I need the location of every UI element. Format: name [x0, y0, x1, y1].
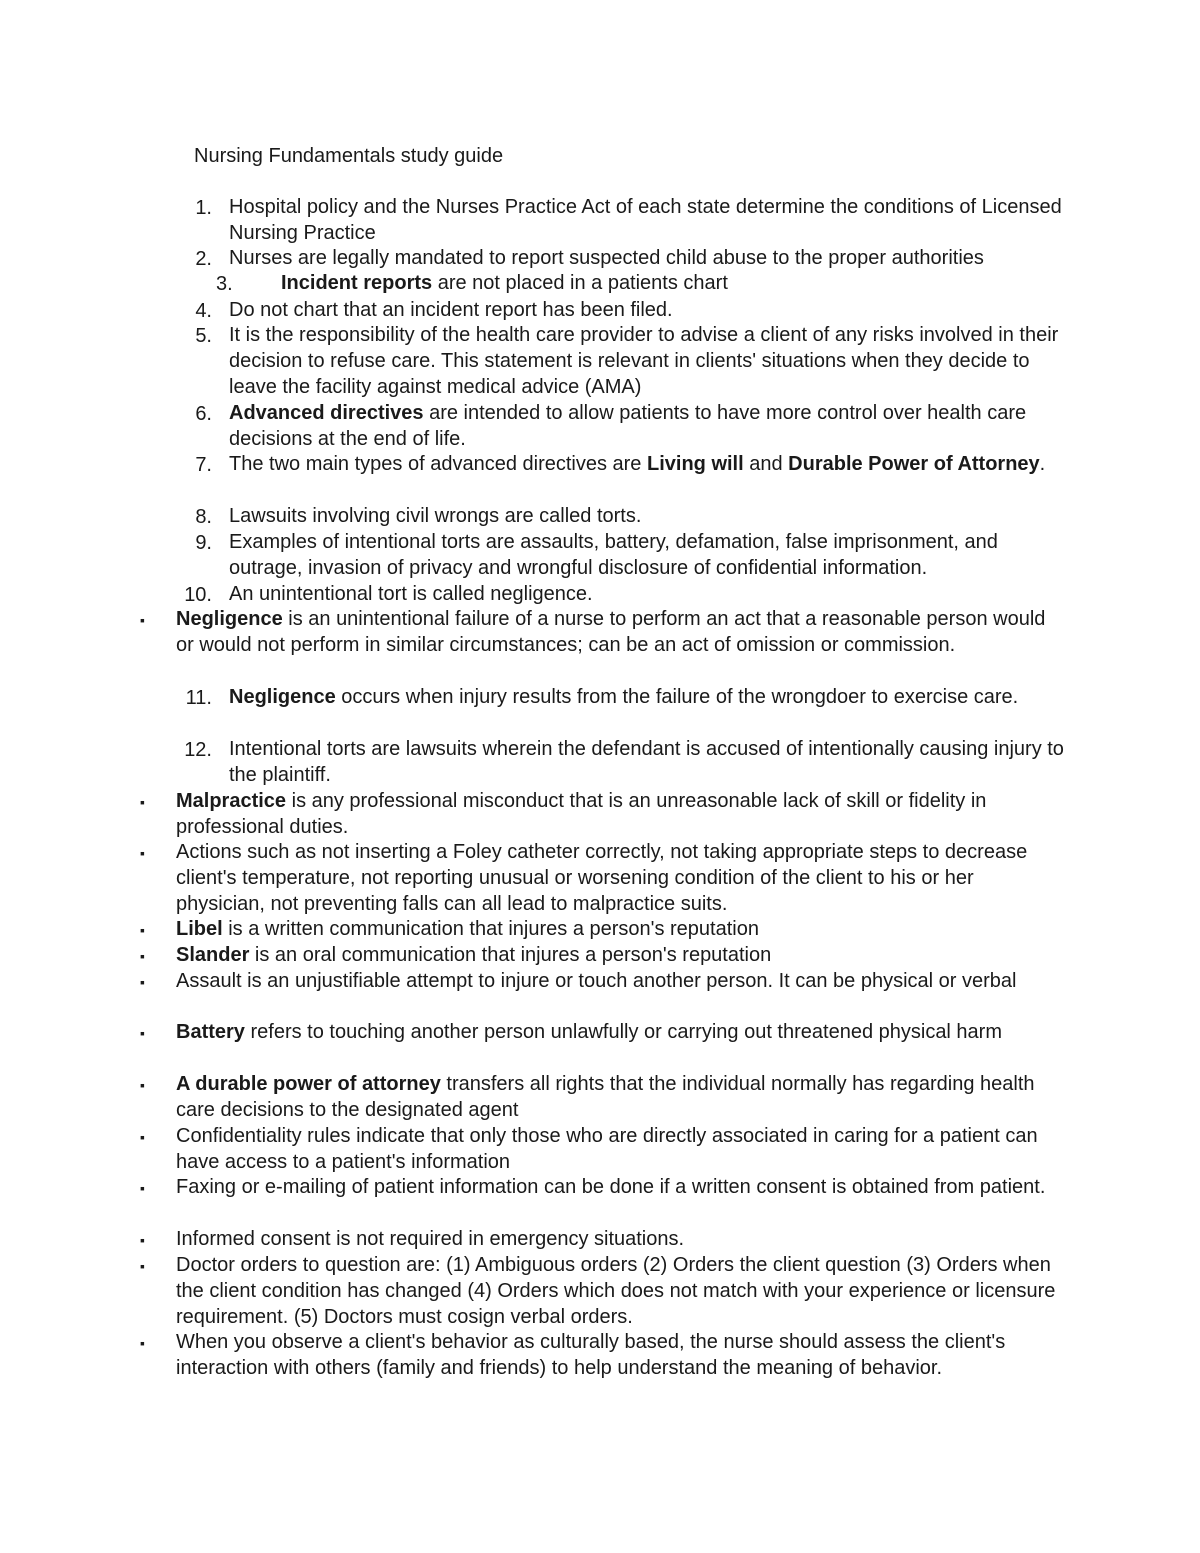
bold-term: Durable Power of Attorney — [788, 453, 1040, 475]
item-number: 2. — [195, 248, 212, 270]
text-run: are intended to allow patients to have more control over health care decisions at the end of life. — [229, 402, 1027, 450]
bold-term: Living will — [647, 453, 744, 475]
bullet-marker: ▪ — [140, 845, 145, 861]
item-text — [176, 1253, 1066, 1330]
text-run: Nurses are legally mandated to report suspected child abuse to the proper authorities — [229, 247, 984, 269]
item-text — [229, 323, 1065, 400]
text-run: refers to touching another person unlawfully or carrying out threatened physical harm — [244, 1021, 1003, 1043]
text-run: The two main types of advanced directives are — [229, 453, 647, 475]
text-run: Confidentiality rules indicate that only those who are directly associated in caring for a patient can have access to a patient's information — [176, 1125, 1038, 1173]
item-text — [229, 195, 1065, 247]
text-run: Assault is an unjustifiable attempt to injure or touch another person. It can be physical or verbal — [176, 970, 1017, 992]
item-number: 3. — [216, 273, 233, 295]
text-run: Examples of intentional torts are assaults, battery, defamation, false imprisonment, and outrage, invasion of privacy and wrongful disclosure of confidential information. — [229, 531, 998, 579]
bold-term: Advanced directives — [229, 402, 424, 424]
item-text — [176, 1020, 1066, 1046]
item-text — [281, 271, 1081, 297]
text-run: is an unintentional failure of a nurse to perform an act that a reasonable person would or would not perform in similar circumstances; can be an act of omission or commission. — [176, 608, 1046, 656]
item-text — [229, 530, 1065, 582]
bullet-marker: ▪ — [140, 1232, 145, 1248]
item-number: 10. — [184, 584, 212, 606]
item-number: 6. — [195, 403, 212, 425]
item-text — [176, 1124, 1066, 1176]
text-run: Faxing or e-mailing of patient information can be done if a written consent is obtained from patient. — [176, 1176, 1046, 1198]
item-number: 8. — [195, 506, 212, 528]
document-title: Nursing Fundamentals study guide — [194, 145, 504, 167]
text-run: are not placed in a patients chart — [432, 272, 728, 294]
item-number: 12. — [184, 739, 212, 761]
bold-term: Libel — [176, 918, 223, 940]
item-text — [176, 607, 1066, 659]
text-run: When you observe a client's behavior as culturally based, the nurse should assess the client's interaction with others (family and friends) to help understand the meaning of behavior. — [176, 1331, 1006, 1379]
item-text — [176, 917, 1066, 943]
bold-term: Negligence — [229, 686, 336, 708]
text-run: Informed consent is not required in emergency situations. — [176, 1228, 685, 1250]
bullet-marker: ▪ — [140, 612, 145, 628]
item-number: 9. — [195, 532, 212, 554]
text-run: Doctor orders to question are: (1) Ambiguous orders (2) Orders the client question (3) Orders when the client condition has changed (4) Orders which does not match with your experience or licensure requirement. (5) Doctors must cosign verbal orders. — [176, 1254, 1056, 1328]
item-number: 1. — [195, 197, 212, 219]
text-run: is any professional misconduct that is an unreasonable lack of skill or fidelity in professional duties. — [176, 790, 987, 838]
item-number: 7. — [195, 454, 212, 476]
bullet-marker: ▪ — [140, 1025, 145, 1041]
item-text — [176, 1175, 1066, 1201]
item-text — [176, 789, 1066, 841]
bullet-marker: ▪ — [140, 1077, 145, 1093]
text-run: is a written communication that injures a person's reputation — [222, 918, 759, 940]
bold-term: Slander — [176, 944, 250, 966]
bullet-marker: ▪ — [140, 922, 145, 938]
item-text — [176, 1072, 1066, 1124]
bold-term: Malpractice — [176, 790, 287, 812]
item-text — [176, 840, 1066, 917]
item-number: 5. — [195, 325, 212, 347]
bold-term: Incident reports — [281, 272, 433, 294]
item-text — [229, 401, 1065, 453]
text-run: Lawsuits involving civil wrongs are called torts. — [229, 505, 642, 527]
item-text — [176, 1330, 1066, 1382]
item-number: 4. — [195, 300, 212, 322]
text-run: Hospital policy and the Nurses Practice Act of each state determine the conditions of Licensed Nursing Practice — [229, 196, 1062, 244]
bold-term: Battery — [176, 1021, 245, 1043]
item-text — [176, 1227, 1066, 1253]
bullet-marker: ▪ — [140, 794, 145, 810]
text-run: It is the responsibility of the health care provider to advise a client of any risks involved in their decision to refuse care. This statement is relevant in clients' situations when they decide to leave the facility against medical advice (AMA) — [229, 324, 1059, 398]
item-text — [229, 452, 1065, 478]
text-run: . — [1039, 453, 1046, 475]
text-run: occurs when injury results from the failure of the wrongdoer to exercise care. — [335, 686, 1019, 708]
bullet-marker: ▪ — [140, 948, 145, 964]
text-run: Do not chart that an incident report has been filed. — [229, 299, 673, 321]
bullet-marker: ▪ — [140, 1335, 145, 1351]
item-text — [229, 685, 1065, 711]
item-text — [176, 943, 1066, 969]
item-text — [229, 298, 1065, 324]
item-text — [229, 737, 1065, 789]
text-run: and — [743, 453, 789, 475]
bold-term: A durable power of attorney — [176, 1073, 441, 1095]
bullet-marker: ▪ — [140, 1180, 145, 1196]
item-text — [176, 969, 1066, 995]
item-text — [229, 504, 1065, 530]
text-run: transfers all rights that the individual normally has regarding health care decisions to the designated agent — [176, 1073, 1035, 1121]
text-run: Intentional torts are lawsuits wherein the defendant is accused of intentionally causing injury to the plaintiff. — [229, 738, 1064, 786]
item-text — [229, 582, 1065, 608]
text-run: An unintentional tort is called negligence. — [229, 583, 593, 605]
bullet-marker: ▪ — [140, 974, 145, 990]
item-text — [229, 246, 1065, 272]
text-run: is an oral communication that injures a person's reputation — [249, 944, 772, 966]
bold-term: Negligence — [176, 608, 283, 630]
item-number: 11. — [185, 687, 212, 709]
text-run: Actions such as not inserting a Foley catheter correctly, not taking appropriate steps to decrease client's temperature, not reporting unusual or worsening condition of the client to his or her physician, not preventing falls can all lead to malpractice suits. — [176, 841, 1028, 915]
bullet-marker: ▪ — [140, 1258, 145, 1274]
bullet-marker: ▪ — [140, 1129, 145, 1145]
